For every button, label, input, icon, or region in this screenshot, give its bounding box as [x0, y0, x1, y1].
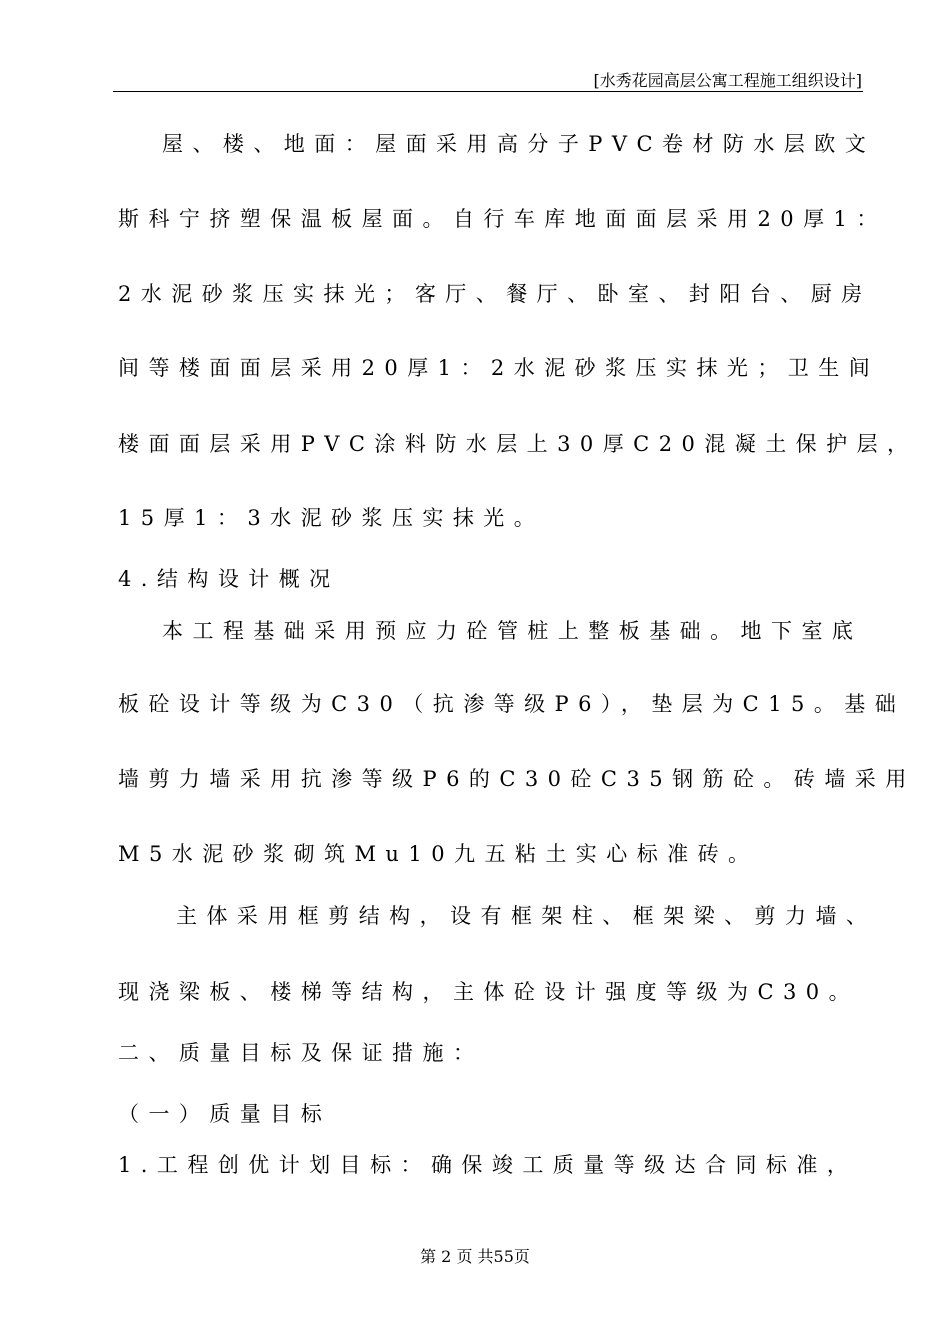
- paragraph-line: 现浇梁板、楼梯等结构，主体砼设计强度等级为C30。: [118, 980, 860, 1004]
- section-heading: 二、质量目标及保证措施：: [118, 1041, 484, 1065]
- paragraph-line: 板砼设计等级为C30（抗渗等级P6），垫层为C15。基础: [118, 692, 906, 716]
- paragraph-line: 墙剪力墙采用抗渗等级P6的C30砼C35钢筋砼。砖墙采用: [118, 767, 916, 791]
- paragraph-line: 主体采用框剪结构，设有框架柱、框架梁、剪力墙、: [176, 904, 877, 928]
- paragraph-line: M5水泥砂浆砌筑Mu10九五粘土实心标准砖。: [118, 842, 759, 866]
- subsection-heading: （一）质量目标: [118, 1102, 332, 1126]
- paragraph-line: 间等楼面面层采用20厚1：2水泥砂浆压实抹光；卫生间: [118, 356, 880, 380]
- paragraph-line: 15厚1：3水泥砂浆压实抹光。: [118, 506, 545, 530]
- header-rule: [113, 91, 863, 92]
- paragraph-line: 本工程基础采用预应力砼管桩上整板基础。地下室底: [162, 619, 863, 643]
- list-item: 1.工程创优计划目标：确保竣工质量等级达合同标准，: [118, 1153, 858, 1177]
- page-header-title: [水秀花园高层公寓工程施工组织设计]: [593, 71, 862, 90]
- paragraph-line: 楼面面层采用PVC涂料防水层上30厚C20混凝土保护层，: [118, 432, 918, 456]
- section-heading: 4.结构设计概况: [118, 567, 340, 591]
- paragraph-line: 斯科宁挤塑保温板屋面。自行车库地面面层采用20厚1：: [118, 207, 887, 231]
- paragraph-line: 2水泥砂浆压实抹光；客厅、餐厅、卧室、封阳台、厨房: [118, 282, 872, 306]
- page-number-footer: 第 2 页 共55页: [420, 1247, 530, 1266]
- paragraph-line: 屋、楼、地面：屋面采用高分子PVC卷材防水层欧文: [162, 132, 876, 156]
